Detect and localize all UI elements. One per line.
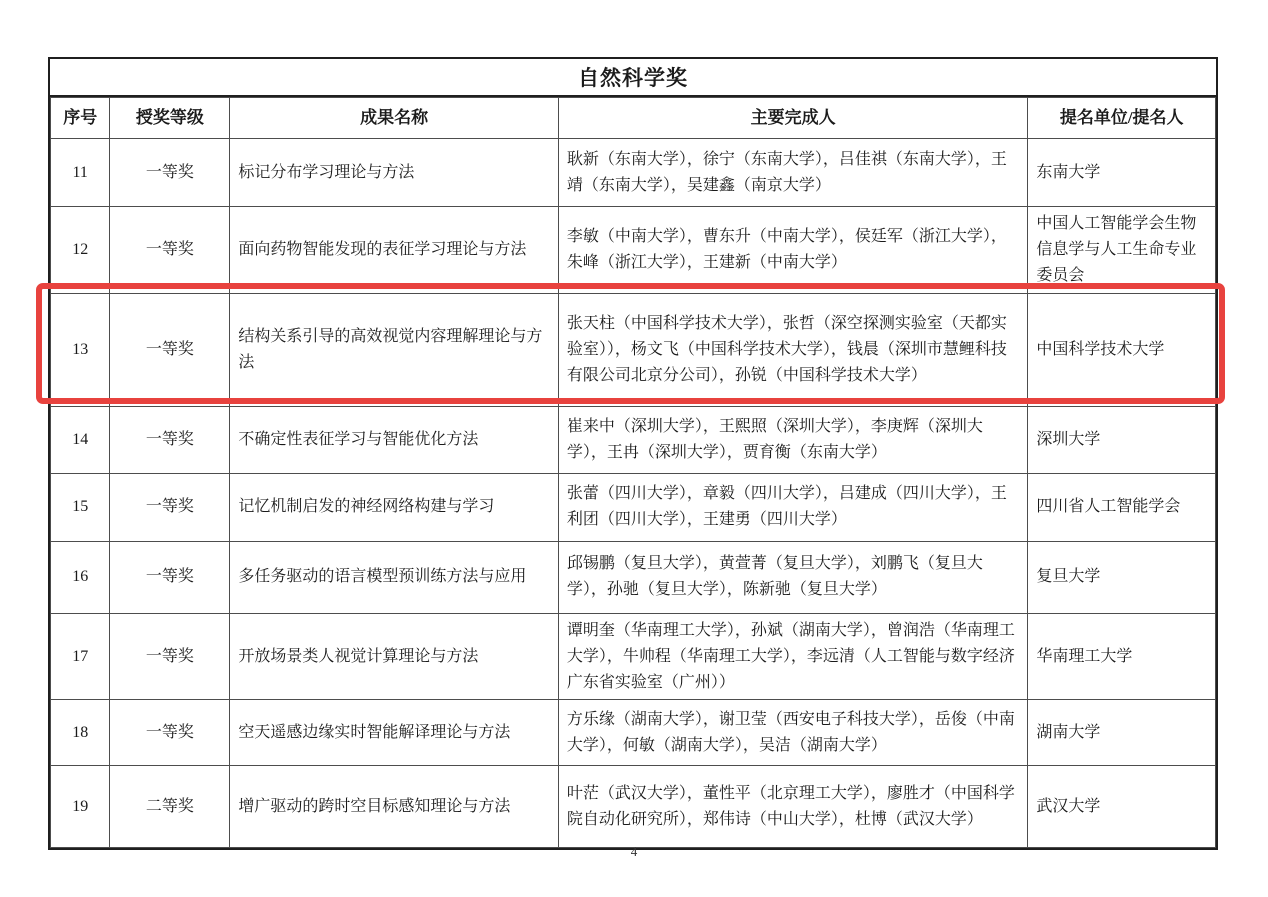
cell-award-level: 一等奖: [110, 139, 230, 207]
cell-achievement-name: 标记分布学习理论与方法: [230, 139, 559, 207]
awards-grid: [50, 97, 1216, 848]
cell-main-contributors: 叶茫（武汉大学），董性平（北京理工大学），廖胜才（中国科学院自动化研究所），郑伟诗（中山大学），杜博（武汉大学）: [558, 766, 1028, 848]
cell-nominator: 四川省人工智能学会: [1028, 473, 1216, 541]
cell-nominator: 湖南大学: [1028, 700, 1216, 766]
cell-main-contributors: 耿新（东南大学），徐宁（东南大学），吕佳祺（东南大学），王靖（东南大学），吴建鑫（南京大学）: [558, 139, 1028, 207]
cell-serial-number: 15: [51, 473, 110, 541]
cell-serial-number: 11: [51, 139, 110, 207]
cell-serial-number: 16: [51, 541, 110, 613]
table-row: [51, 613, 1216, 700]
page-number: 4: [630, 844, 638, 859]
cell-serial-number: 17: [51, 613, 110, 700]
table-row: [51, 406, 1216, 473]
award-table: [48, 57, 1218, 850]
cell-achievement-name: 结构关系引导的高效视觉内容理解理论与方法: [230, 293, 559, 406]
cell-achievement-name: 多任务驱动的语言模型预训练方法与应用: [230, 541, 559, 613]
table-row-highlighted: [51, 293, 1216, 406]
cell-award-level: 一等奖: [110, 293, 230, 406]
cell-serial-number: 13: [51, 293, 110, 406]
header-row: [51, 98, 1216, 139]
cell-award-level: 二等奖: [110, 766, 230, 848]
cell-main-contributors: 方乐缘（湖南大学），谢卫莹（西安电子科技大学），岳俊（中南大学），何敏（湖南大学），吴洁（湖南大学）: [558, 700, 1028, 766]
cell-main-contributors: 张蕾（四川大学），章毅（四川大学），吕建成（四川大学），王利团（四川大学），王建勇（四川大学）: [558, 473, 1028, 541]
cell-award-level: 一等奖: [110, 406, 230, 473]
cell-achievement-name: 增广驱动的跨时空目标感知理论与方法: [230, 766, 559, 848]
table-row: [51, 766, 1216, 848]
cell-achievement-name: 记忆机制启发的神经网络构建与学习: [230, 473, 559, 541]
cell-achievement-name: 开放场景类人视觉计算理论与方法: [230, 613, 559, 700]
cell-award-level: 一等奖: [110, 613, 230, 700]
cell-main-contributors: 李敏（中南大学），曹东升（中南大学），侯廷军（浙江大学），朱峰（浙江大学），王建新（中南大学）: [558, 207, 1028, 294]
table-row: [51, 700, 1216, 766]
cell-serial-number: 18: [51, 700, 110, 766]
cell-serial-number: 19: [51, 766, 110, 848]
col-header-award-level: 授奖等级: [110, 98, 230, 139]
cell-main-contributors: 崔来中（深圳大学），王熙照（深圳大学），李庚辉（深圳大学），王冉（深圳大学），贾育衡（东南大学）: [558, 406, 1028, 473]
cell-nominator: 中国人工智能学会生物信息学与人工生命专业委员会: [1028, 207, 1216, 294]
cell-serial-number: 12: [51, 207, 110, 294]
table-row: [51, 139, 1216, 207]
table-row: [51, 473, 1216, 541]
cell-nominator: 华南理工大学: [1028, 613, 1216, 700]
col-header-serial-number: 序号: [51, 98, 110, 139]
cell-main-contributors: 邱锡鹏（复旦大学），黄萱菁（复旦大学），刘鹏飞（复旦大学），孙驰（复旦大学），陈新驰（复旦大学）: [558, 541, 1028, 613]
cell-award-level: 一等奖: [110, 541, 230, 613]
cell-nominator: 中国科学技术大学: [1028, 293, 1216, 406]
table-row: [51, 541, 1216, 613]
table-title: 自然科学奖: [50, 59, 1216, 97]
cell-main-contributors: 张天柱（中国科学技术大学），张哲（深空探测实验室（天都实验室）），杨文飞（中国科学技术大学），钱晨（深圳市慧鲤科技有限公司北京分公司），孙锐（中国科学技术大学）: [558, 293, 1028, 406]
cell-award-level: 一等奖: [110, 473, 230, 541]
cell-achievement-name: 不确定性表征学习与智能优化方法: [230, 406, 559, 473]
cell-main-contributors: 谭明奎（华南理工大学），孙斌（湖南大学），曾润浩（华南理工大学），牛帅程（华南理工大学），李远清（人工智能与数字经济广东省实验室（广州））: [558, 613, 1028, 700]
col-header-achievement-name: 成果名称: [230, 98, 559, 139]
cell-serial-number: 14: [51, 406, 110, 473]
table-row: [51, 207, 1216, 294]
cell-award-level: 一等奖: [110, 700, 230, 766]
cell-nominator: 复旦大学: [1028, 541, 1216, 613]
cell-nominator: 武汉大学: [1028, 766, 1216, 848]
col-header-nominator: 提名单位/提名人: [1028, 98, 1216, 139]
cell-achievement-name: 面向药物智能发现的表征学习理论与方法: [230, 207, 559, 294]
cell-achievement-name: 空天遥感边缘实时智能解译理论与方法: [230, 700, 559, 766]
cell-nominator: 深圳大学: [1028, 406, 1216, 473]
cell-nominator: 东南大学: [1028, 139, 1216, 207]
cell-award-level: 一等奖: [110, 207, 230, 294]
col-header-main-contributors: 主要完成人: [558, 98, 1028, 139]
